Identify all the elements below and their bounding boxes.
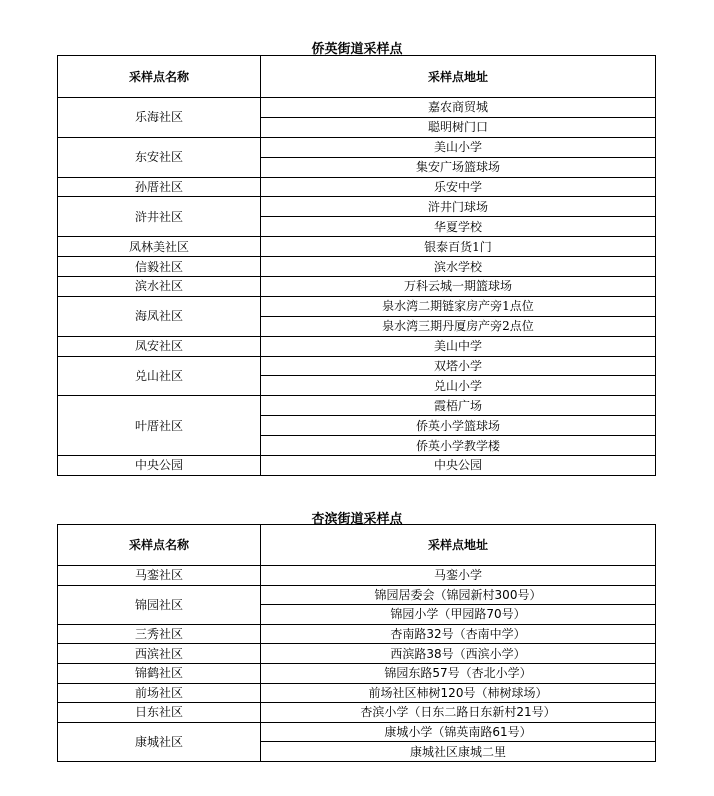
section-title-qiaoying: 侨英街道采样点: [311, 42, 403, 57]
site-name-cell: 三秀社区: [58, 624, 261, 644]
site-name-cell: 前场社区: [58, 683, 261, 703]
table-row: [58, 396, 656, 416]
table-row: [58, 296, 656, 316]
header-site-address: 采样点地址: [261, 56, 656, 98]
site-name-cell: 乐海社区: [58, 98, 261, 138]
site-address-cell: 杏滨小学（日东二路日东新村21号）: [261, 703, 656, 723]
site-address-cell: 泉水湾三期丹厦房产旁2点位: [261, 316, 656, 336]
header-site-name: 采样点名称: [58, 525, 261, 566]
qiaoying-sampling-table: [57, 55, 656, 476]
table-row: [58, 98, 656, 118]
site-address-cell: 中央公园: [261, 456, 656, 476]
table-row: [58, 624, 656, 644]
site-name-cell: 凤林美社区: [58, 237, 261, 257]
site-address-cell: 康城社区康城二里: [261, 742, 656, 762]
site-address-cell: 双塔小学: [261, 356, 656, 376]
header-site-address: 采样点地址: [261, 525, 656, 566]
site-name-cell: 滨水社区: [58, 277, 261, 297]
site-address-cell: 滨水学校: [261, 257, 656, 277]
site-address-cell: 前场社区柿树120号（柿树球场）: [261, 683, 656, 703]
site-address-cell: 华夏学校: [261, 217, 656, 237]
site-address-cell: 西滨路38号（西滨小学）: [261, 644, 656, 664]
site-address-cell: 锦园东路57号（杏北小学）: [261, 663, 656, 683]
site-name-cell: 日东社区: [58, 703, 261, 723]
site-address-cell: 万科云城一期篮球场: [261, 277, 656, 297]
site-name-cell: 凤安社区: [58, 336, 261, 356]
site-address-cell: 嘉农商贸城: [261, 98, 656, 118]
table-row: [58, 257, 656, 277]
site-address-cell: 康城小学（锦英南路61号）: [261, 722, 656, 742]
table-row: [58, 683, 656, 703]
site-address-cell: 杏南路32号（杏南中学）: [261, 624, 656, 644]
site-address-cell: 兑山小学: [261, 376, 656, 396]
table-row: [58, 644, 656, 664]
site-address-cell: 马銮小学: [261, 566, 656, 586]
site-address-cell: 霞梧广场: [261, 396, 656, 416]
site-address-cell: 侨英小学教学楼: [261, 436, 656, 456]
site-address-cell: 乐安中学: [261, 177, 656, 197]
site-address-cell: 美山中学: [261, 336, 656, 356]
site-address-cell: 聪明树门口: [261, 117, 656, 137]
site-name-cell: 叶厝社区: [58, 396, 261, 456]
site-name-cell: 锦鹤社区: [58, 663, 261, 683]
site-address-cell: 银泰百货1门: [261, 237, 656, 257]
table-row: [58, 585, 656, 605]
table-row: [58, 137, 656, 157]
table-row: [58, 237, 656, 257]
table-row: [58, 277, 656, 297]
table-row: [58, 177, 656, 197]
table-row: [58, 566, 656, 586]
site-name-cell: 锦园社区: [58, 585, 261, 624]
table-row: [58, 703, 656, 723]
table-row: [58, 456, 656, 476]
header-site-name: 采样点名称: [58, 56, 261, 98]
site-name-cell: 孙厝社区: [58, 177, 261, 197]
section-title-xingbin: 杏滨街道采样点: [311, 512, 403, 527]
site-name-cell: 东安社区: [58, 137, 261, 177]
site-address-cell: 泉水湾二期链家房产旁1点位: [261, 296, 656, 316]
table-row: [58, 722, 656, 742]
site-address-cell: 锦园小学（甲园路70号）: [261, 605, 656, 625]
table-row: [58, 356, 656, 376]
site-name-cell: 海凤社区: [58, 296, 261, 336]
site-address-cell: 浒井门球场: [261, 197, 656, 217]
header-row: [58, 525, 656, 566]
site-address-cell: 集安广场篮球场: [261, 157, 656, 177]
table-row: [58, 197, 656, 217]
site-name-cell: 康城社区: [58, 722, 261, 761]
site-name-cell: 兑山社区: [58, 356, 261, 396]
site-address-cell: 侨英小学篮球场: [261, 416, 656, 436]
site-name-cell: 西滨社区: [58, 644, 261, 664]
site-name-cell: 信毅社区: [58, 257, 261, 277]
table-row: [58, 336, 656, 356]
site-address-cell: 美山小学: [261, 137, 656, 157]
site-address-cell: 锦园居委会（锦园新村300号）: [261, 585, 656, 605]
site-name-cell: 马銮社区: [58, 566, 261, 586]
site-name-cell: 浒井社区: [58, 197, 261, 237]
site-name-cell: 中央公园: [58, 456, 261, 476]
table-row: [58, 663, 656, 683]
header-row: [58, 56, 656, 98]
xingbin-sampling-table: [57, 524, 656, 762]
